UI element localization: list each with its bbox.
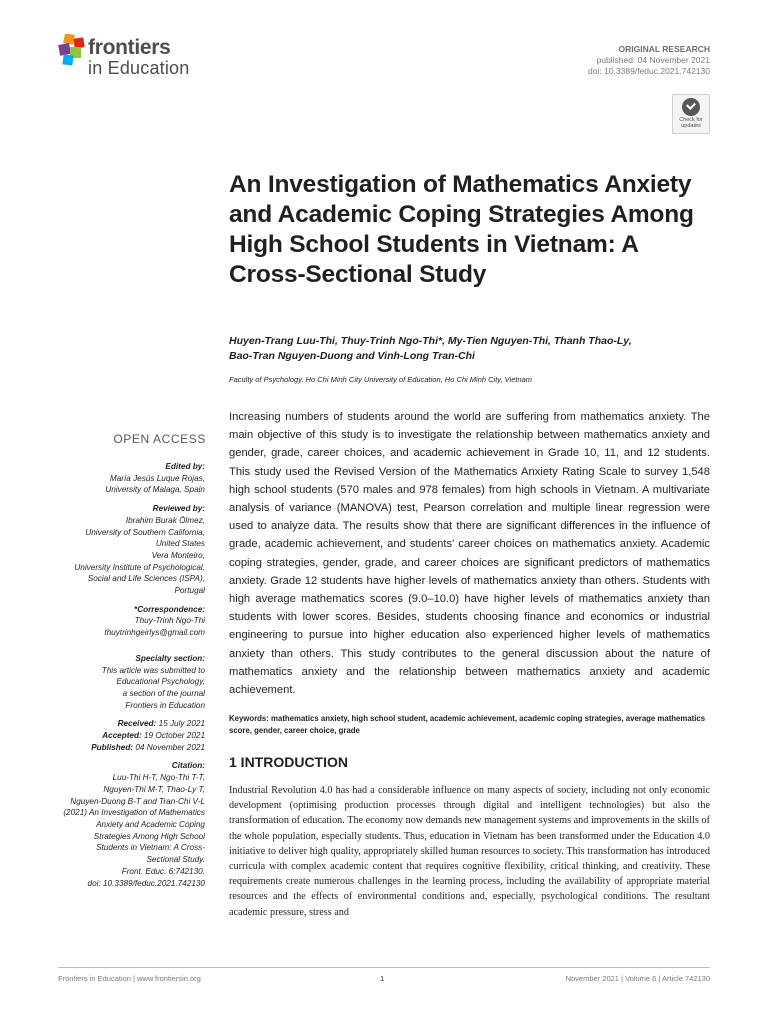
received-date [40, 718, 205, 730]
article-type: ORIGINAL RESEARCH [618, 44, 710, 54]
logo-word-frontiers: frontiers [88, 36, 171, 59]
keywords-text: mathematics anxiety, high school student, academic achievement, academic coping strategies, average mathematics score, gender, career choice, grade [229, 714, 706, 735]
specialty-label: Specialty section: [135, 653, 205, 663]
correspondence-label: *Correspondence: [134, 604, 205, 614]
reviewer-affiliation: United States [155, 539, 205, 549]
open-access-label: OPEN ACCESS [113, 432, 206, 446]
check-badge-label-2: updates [681, 123, 701, 129]
citation-line: Nguyen-Thi M-T, Thao-Ly T, [103, 784, 205, 794]
footer-journal-link[interactable]: Frontiers in Education | www.frontiersin.org [58, 974, 201, 983]
published-label: Published: [91, 742, 134, 752]
edited-by-section [40, 461, 205, 496]
accepted-label: Accepted: [102, 731, 142, 741]
published-date: published: 04 November 2021 [596, 55, 710, 65]
affiliation: Faculty of Psychology, Ho Chi Minh City University of Education, Ho Chi Minh City, Vietnam [229, 375, 533, 384]
check-for-updates-badge[interactable] [672, 94, 710, 134]
specialty-line: This article was submitted to [101, 665, 205, 675]
footer-divider [58, 967, 710, 968]
frontiers-logo[interactable] [58, 34, 218, 84]
check-icon [682, 98, 700, 116]
check-badge-label-1: Check for [679, 117, 703, 123]
reviewed-by-section [40, 503, 205, 597]
citation-line: Anxiety and Academic Coping [96, 819, 205, 829]
citation-line: Luu-Thi H-T, Ngo-Thi T-T, [112, 773, 205, 783]
correspondence-email[interactable]: thuytrinhgeirlys@gmail.com [104, 628, 205, 638]
doi[interactable]: doi: 10.3389/feduc.2021.742130 [588, 66, 710, 76]
reviewer-name[interactable]: Vera Monteiro, [151, 550, 205, 560]
published-value: 04 November 2021 [135, 742, 205, 752]
received-value: 15 July 2021 [158, 719, 205, 729]
frontiers-logo-icon [58, 34, 86, 68]
editor-name[interactable]: María Jesús Luque Rojas, [109, 473, 205, 483]
accepted-value: 19 October 2021 [144, 731, 205, 741]
citation-line: Nguyen-Duong B-T and Tran-Chi V-L [70, 796, 205, 806]
received-label: Received: [117, 719, 157, 729]
authors-line-1[interactable]: Huyen-Trang Luu-Thi, Thuy-Trinh Ngo-Thi*, My-Tien Nguyen-Thi, Thanh Thao-Ly, [229, 335, 632, 347]
reviewed-by-label: Reviewed by: [152, 504, 205, 514]
logo-word-journal: in Education [88, 58, 190, 78]
published-date-sidebar [40, 742, 205, 754]
reviewer-affiliation: University of Southern California, [85, 527, 205, 537]
citation-line: (2021) An Investigation of Mathematics [63, 808, 205, 818]
citation-label: Citation: [171, 761, 205, 771]
reviewer-affiliation: Portugal [174, 586, 205, 596]
specialty-line: Educational Psychology, [116, 677, 205, 687]
correspondence-section [40, 604, 205, 639]
sidebar-metadata [40, 461, 205, 896]
reviewer-affiliation: University Institute of Psychological, [74, 562, 205, 572]
keywords [229, 713, 710, 736]
specialty-section [40, 653, 205, 712]
citation-line: Strategies Among High School [93, 831, 205, 841]
citation-line[interactable]: doi: 10.3389/feduc.2021.742130 [87, 878, 205, 888]
citation-line: Students in Vietnam: A Cross- [96, 843, 205, 853]
keywords-label: Keywords: [229, 714, 269, 723]
abstract: Increasing numbers of students around the world are suffering from mathematics anxiety. The main objective of this study is to investigate the relationship between mathematics anxiety and gender, grade, career choices, and academic achievement in Grade 10, 11, and 12 students. This study used the Revised Version of the Mathematics Anxiety Rating Scale to survey 1,548 high school students (570 males and 978 females) from high schools in Vietnam. A multivariate analysis of variance (MANOVA) test, Pearson correlation and multiple linear regression were used to analyze data. The results show that there are significant differences in the influence of grade, academic achievement, and students' career choices on mathematics anxiety. Academic coping strategies, gender, grade, and career choices are significant predictors of mathematics anxiety. Grade 12 students have higher levels of mathematics anxiety than others. Students with high average mathematics scores (9.0–10.0) have higher levels of mathematics anxiety than students with lower scores. Besides, students choosing finance and economics or industrial engineering to pursue into higher education also experienced higher levels of mathematics anxiety than others. This study contributes to the general discussion about the nature of mathematics anxiety and the relationship between mathematics anxiety and academic achievement. [229, 411, 710, 697]
citation-line: Sectional Study. [146, 855, 205, 865]
reviewer-name[interactable]: Ibrahim Burak Ölmez, [125, 515, 205, 525]
authors-line-2[interactable]: Bao-Tran Nguyen-Duong and Vinh-Long Tran-Chi [229, 350, 475, 362]
article-meta [588, 44, 710, 77]
introduction-text: Industrial Revolution 4.0 has had a considerable influence on many aspects of society, including not only economic development (optimising production processes through digital and intelligent technologies) but also the transformation of education. The economy now demands new management systems and improvements in the skills of the whole population, especially students. Thus, education in Vietnam has been transformed under the Education 4.0 initiative to deliver high quality, appropriately skilled human resources to society. This transformation has introduced curricula with complex academic content that requires cognitive flexibility, critical thinking, and creativity. These requirements create numerous challenges in the learning process, including the availability of appropriate material resources and the effects of environmental conditions and, especially, psychological conditions. The resultant academic pressure, stress and [229, 785, 710, 918]
specialty-line: a section of the journal [122, 688, 205, 698]
footer-issue-info: November 2021 | Volume 6 | Article 742130 [565, 974, 710, 983]
correspondence-name: Thuy-Trinh Ngo-Thi [134, 616, 205, 626]
accepted-date [40, 730, 205, 742]
citation-line: Front. Educ. 6:742130. [121, 866, 205, 876]
article-title: An Investigation of Mathematics Anxiety and Academic Coping Strategies Among High School Students in Vietnam: A Cross-Sectional Study [229, 171, 694, 288]
reviewer-affiliation: Social and Life Sciences (ISPA), [87, 574, 205, 584]
edited-by-label: Edited by: [165, 462, 205, 471]
editor-affiliation: University of Malaga, Spain [105, 485, 205, 495]
section-heading-introduction: 1 INTRODUCTION [229, 754, 348, 770]
citation-section [40, 760, 205, 889]
author-list [229, 334, 699, 364]
dates-section [40, 718, 205, 753]
specialty-line: Frontiers in Education [125, 700, 205, 710]
page-number: 1 [380, 974, 385, 983]
